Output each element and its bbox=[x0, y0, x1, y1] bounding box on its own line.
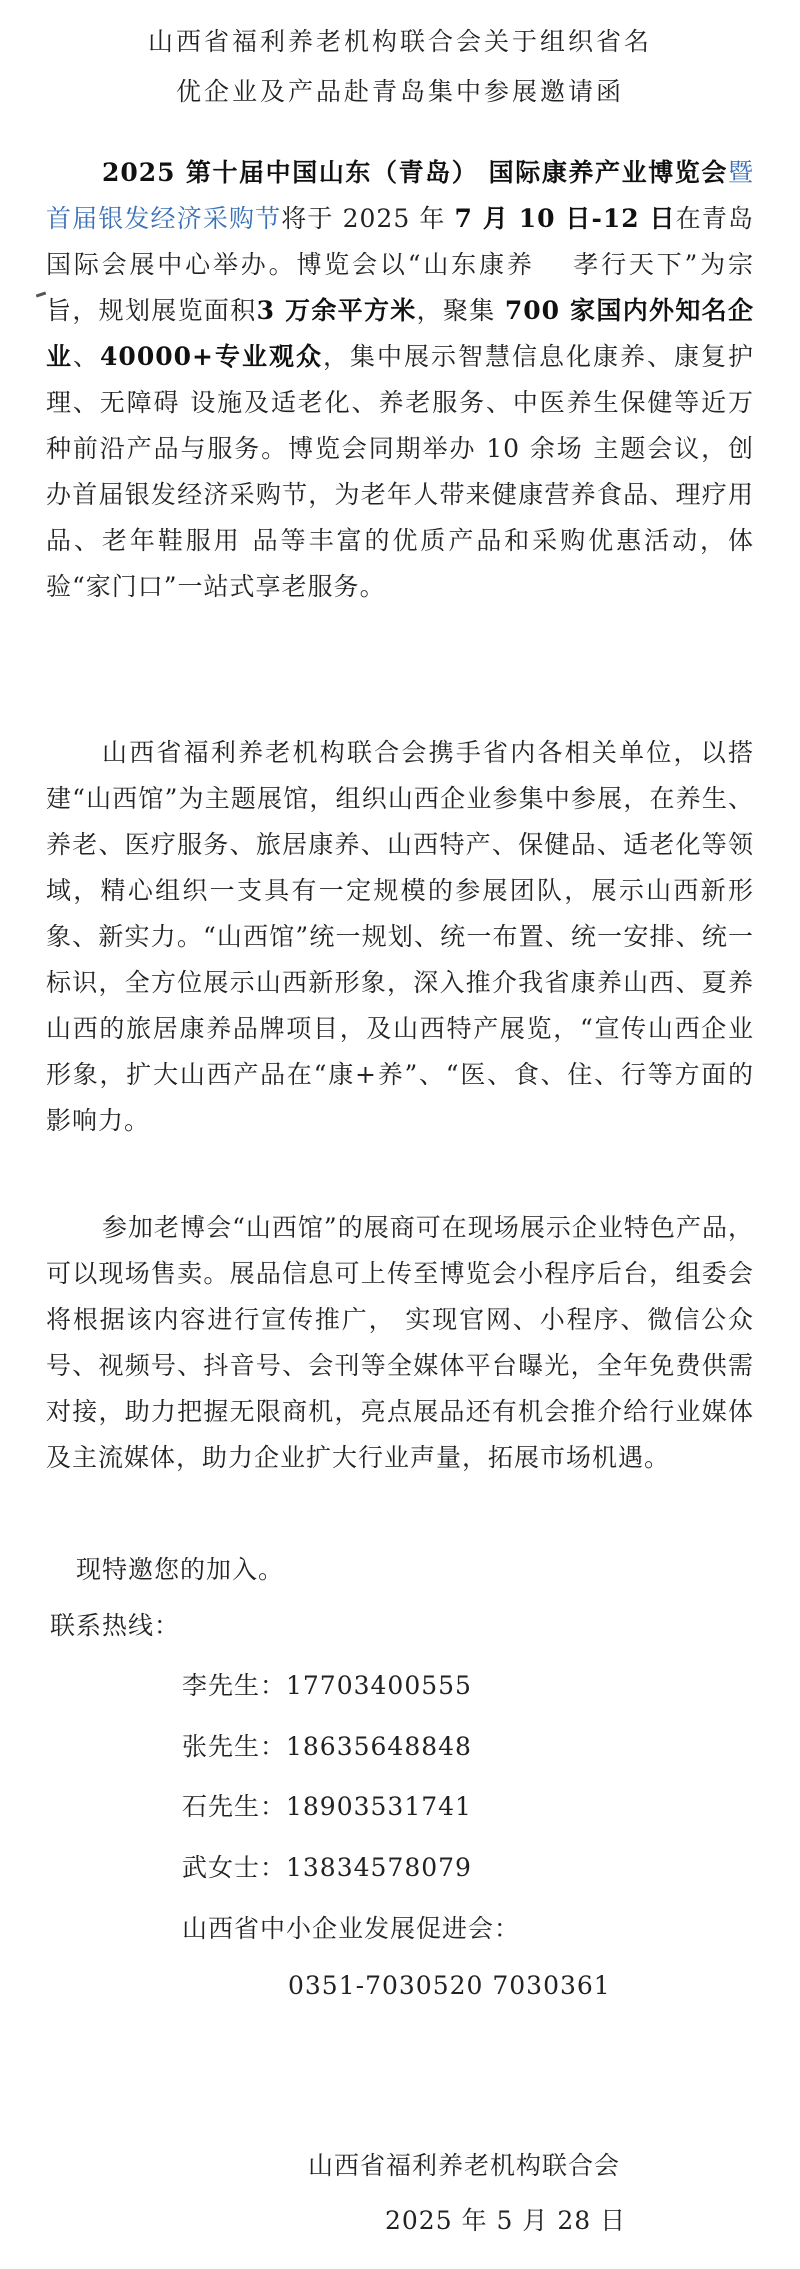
contact-line: 武女士：13834578079 bbox=[182, 1853, 472, 1882]
title-line-1: 山西省福利养老机构联合会关于组织省名 bbox=[147, 27, 652, 56]
expo-dates: 7 月 10 日-12 日 bbox=[454, 204, 676, 233]
company-count: 700 家国内外知名企业 bbox=[46, 296, 754, 371]
p1-text-3: ，聚集 bbox=[416, 296, 505, 325]
p1-text-4: 、 bbox=[73, 342, 101, 371]
p1-text-5: ，集中展示智慧信息化康养、康复护理、无障碍 设施及适老化、养老服务、中医养生保健等近万种前沿产品与服务。博览会同期举办 10 余场 主题会议，创办首届银发经济采购节，为老年人带来健康营养食品、理疗用品、老年鞋服用 品等丰富的优质产品和采购优惠活动，体验“家门口”一站式享老服务。 bbox=[46, 342, 754, 601]
festival-link[interactable]: 暨首届银发经济采购节 bbox=[46, 158, 754, 233]
invite-line: 现特邀您的加入。 bbox=[76, 1555, 285, 1584]
signature-date: 2025 年 5 月 28 日 bbox=[385, 2206, 627, 2235]
promotion-org: 山西省中小企业发展促进会： bbox=[182, 1914, 521, 1943]
hotline-label: 联系热线： bbox=[50, 1611, 181, 1640]
visitor-count: 40000+专业观众 bbox=[100, 342, 323, 371]
title-line-2: 优企业及产品赴青岛集中参展邀请函 bbox=[175, 77, 624, 106]
paragraph-exhibitor-benefits: 参加老博会“山西馆”的展商可在现场展示企业特色产品，可以现场售卖。展品信息可上传至博览会小程序后台，组委会将根据该内容进行宣传推广， 实现官网、小程序、微信公众号、视频号、抖音号、会刊等全媒体平台曝光，全年免费供需对接，助力把握无限商机，亮点展品还有机会推介给行业媒体及主流媒体，助力企业扩大行业声量，拓展市场机遇。 bbox=[46, 1213, 754, 1472]
exhibition-area: 3 万余平方米 bbox=[256, 296, 417, 325]
promotion-phones: 0351-7030520 7030361 bbox=[288, 1971, 611, 2000]
paragraph-shanxi-pavilion: 山西省福利养老机构联合会携手省内各相关单位，以搭建“山西馆”为主题展馆，组织山西企业参集中参展，在养生、养老、医疗服务、旅居康养、山西特产、保健品、适老化等领域，精心组织一支具有一定规模的参展团队，展示山西新形象、新实力。“山西馆”统一规划、统一布置、统一安排、统一标识，全方位展示山西新形象，深入推介我省康养山西、夏养山西的旅居康养品牌项目，及山西特产展览，“宣传山西企业形象，扩大山西产品在“康+养”、“医、食、住、行等方面的影响力。 bbox=[46, 738, 754, 1135]
signature-org: 山西省福利养老机构联合会 bbox=[308, 2151, 621, 2180]
expo-name: 2025 第十届中国山东（青岛） 国际康养产业博览会 bbox=[102, 158, 728, 187]
p1-text-1: 将于 2025 年 bbox=[281, 204, 455, 233]
stray-mark bbox=[36, 292, 46, 298]
contact-line: 张先生：18635648848 bbox=[182, 1732, 472, 1761]
contact-line: 石先生：18903531741 bbox=[182, 1792, 472, 1821]
paragraph-expo-intro bbox=[46, 150, 754, 610]
contact-line: 李先生：17703400555 bbox=[182, 1671, 472, 1700]
p1-text-2: 在青岛国际会展中心举办。博览会以“山东康养 孝行天下”为宗旨，规划展览面积 bbox=[46, 204, 754, 325]
